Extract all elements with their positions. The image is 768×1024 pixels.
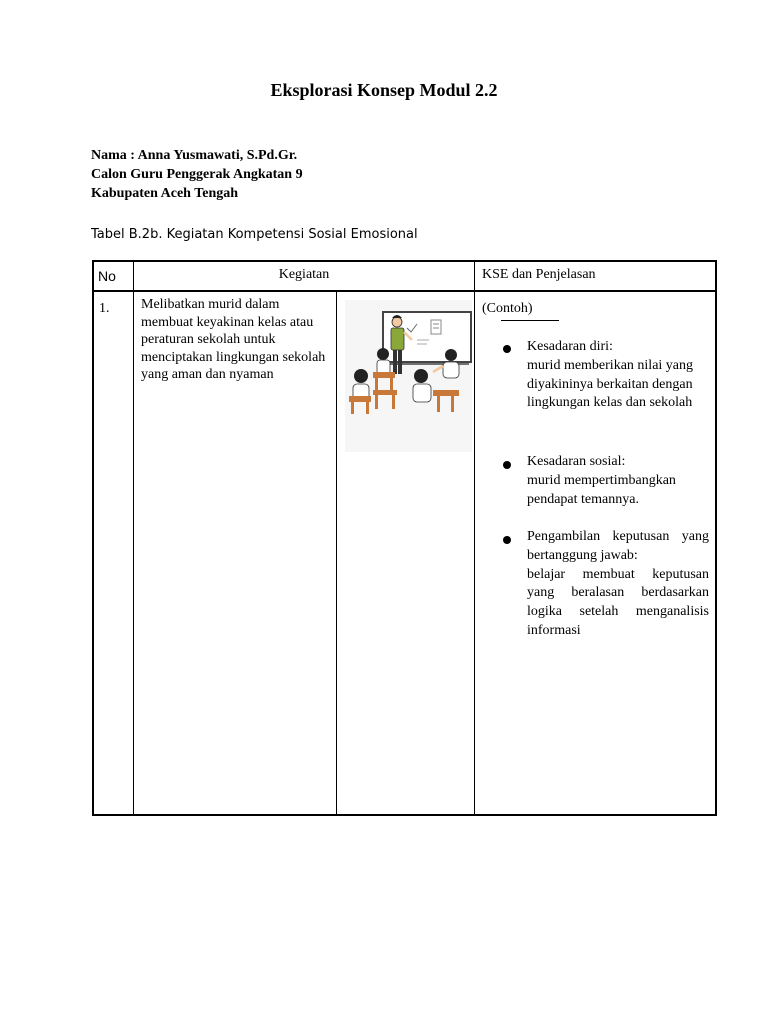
table-border-left — [92, 260, 94, 816]
activity-text: Melibatkan murid dalam membuat keyakinan kelas atau peraturan sekolah untuk menciptakan lingkungan sekolah yang aman dan nyaman — [141, 297, 326, 382]
kse-item-title: Pengambilan keputusan yang bertanggung jawab: — [527, 529, 709, 563]
header-kse: KSE dan Penjelasan — [482, 267, 596, 282]
kse-item-text: murid memberikan nilai yang diyakininya berkaitan dengan lingkungan kelas dan sekolah — [527, 357, 694, 411]
table-col-divider-1 — [133, 260, 134, 816]
row-number: 1. — [99, 301, 110, 316]
bullet-dot — [503, 345, 511, 353]
kse-item-title: Kesadaran sosial: — [527, 454, 626, 469]
bullet-dot — [503, 461, 511, 469]
kse-item-text: murid mempertimbangkan pendapat temannya. — [527, 472, 676, 507]
document-title: Eksplorasi Konsep Modul 2.2 — [270, 80, 498, 100]
kse-item-title: Kesadaran diri: — [527, 339, 613, 354]
table-col-divider-image — [336, 292, 337, 816]
example-label: (Contoh) — [482, 301, 533, 316]
classroom-illustration — [345, 300, 472, 452]
header-no: No — [98, 268, 116, 284]
header-kegiatan: Kegiatan — [278, 267, 330, 282]
kse-item-social-awareness — [527, 453, 709, 509]
author-role: Calon Guru Penggerak Angkatan 9 — [91, 167, 303, 182]
bullet-dot — [503, 536, 511, 544]
kse-item-self-awareness — [527, 338, 709, 413]
table-col-divider-2 — [474, 260, 475, 816]
table-border-right — [715, 260, 717, 816]
example-underline — [501, 320, 559, 321]
kse-item-text: belajar membuat keputusan yang beralasan berdasarkan logika setelah menganalisis informasi — [527, 566, 709, 638]
table-header-divider — [92, 290, 717, 292]
author-region: Kabupaten Aceh Tengah — [91, 186, 239, 201]
table-caption: Tabel B.2b. Kegiatan Kompetensi Sosial Emosional — [91, 227, 418, 242]
author-name: Nama : Anna Yusmawati, S.Pd.Gr. — [91, 148, 298, 163]
table-border-top — [92, 260, 717, 262]
table-border-bottom — [92, 814, 717, 816]
kse-item-decision-making — [527, 528, 709, 641]
